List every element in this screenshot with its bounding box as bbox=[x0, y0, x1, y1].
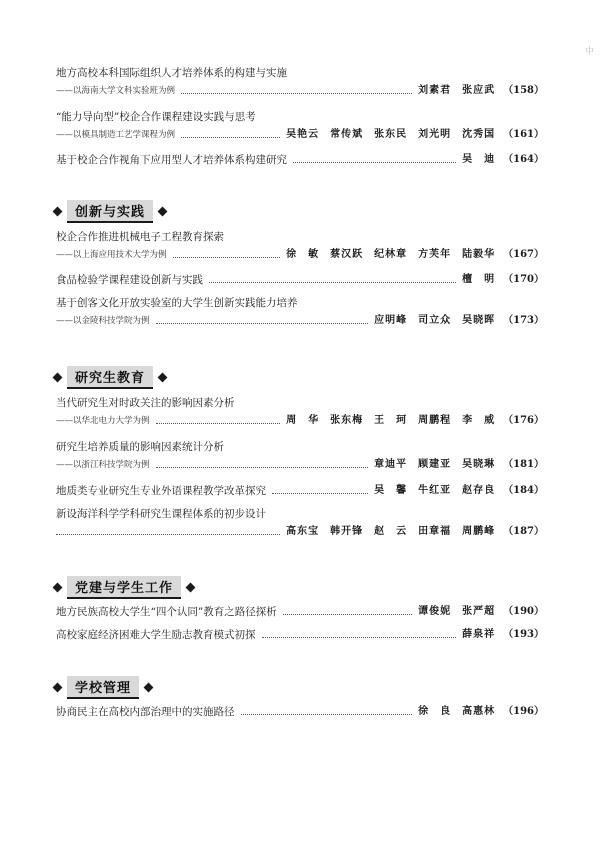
toc-entry[interactable] bbox=[56, 484, 544, 498]
entry-subtitle: ——以金陵科技学院为例 bbox=[56, 316, 150, 326]
toc-entry[interactable] bbox=[56, 153, 544, 167]
diamond-icon bbox=[144, 682, 154, 692]
entry-authors: 薛泉祥 bbox=[462, 629, 496, 640]
dot-leader bbox=[181, 137, 280, 138]
entry-authors: 檀 明 bbox=[462, 274, 496, 285]
section-title: 创新与实践 bbox=[67, 200, 153, 223]
entry-title: 地方高校本科国际组织人才培养体系的构建与实施 bbox=[56, 67, 287, 79]
entry-page: （158） bbox=[503, 85, 544, 96]
entry-authors: 应明峰 司立众 吴晓晖 bbox=[374, 315, 496, 326]
entry-subtitle: ——以华北电力大学为例 bbox=[56, 416, 150, 426]
diamond-icon bbox=[186, 582, 196, 592]
diamond-icon bbox=[158, 206, 168, 216]
entry-title: 协商民主在高校内部治理中的实施路径 bbox=[56, 706, 235, 718]
dot-leader bbox=[173, 257, 281, 258]
entry-authors: 谭俊妮 张严超 bbox=[418, 606, 496, 617]
entry-page: （190） bbox=[503, 606, 544, 617]
dot-leader bbox=[262, 637, 457, 638]
dot-leader bbox=[181, 93, 412, 94]
section-heading bbox=[54, 576, 194, 598]
diamond-icon bbox=[158, 372, 168, 382]
entry-page: （161） bbox=[503, 129, 544, 140]
entry-subtitle: ——以海南大学文科实验班为例 bbox=[56, 86, 176, 96]
entry-page: （164） bbox=[503, 154, 544, 165]
entry-page: （181） bbox=[503, 459, 544, 470]
entry-page: （193） bbox=[503, 629, 544, 640]
toc-entry[interactable] bbox=[56, 605, 544, 619]
section-title: 研究生教育 bbox=[67, 366, 153, 389]
entry-title: 地质类专业研究生专业外语课程教学改革探究 bbox=[56, 485, 266, 497]
entry-page: （167） bbox=[503, 249, 544, 260]
dot-leader bbox=[293, 162, 456, 163]
toc-entry[interactable] bbox=[56, 110, 544, 142]
toc-entry[interactable] bbox=[56, 230, 544, 262]
entry-subtitle: ——以浙江科技学院为例 bbox=[56, 460, 150, 470]
diamond-icon bbox=[53, 206, 63, 216]
dot-leader bbox=[283, 614, 412, 615]
entry-page: （184） bbox=[503, 485, 544, 496]
toc-entry[interactable] bbox=[56, 507, 544, 539]
toc-entry[interactable] bbox=[56, 66, 544, 98]
diamond-icon bbox=[53, 682, 63, 692]
section-heading bbox=[54, 200, 166, 222]
entry-authors: 吴 迪 bbox=[462, 154, 496, 165]
entry-page: （176） bbox=[503, 415, 544, 426]
toc-entry[interactable] bbox=[56, 628, 544, 642]
entry-title: “能力导向型”校企合作课程建设实践与思考 bbox=[56, 111, 256, 123]
diamond-icon bbox=[53, 372, 63, 382]
toc-entry[interactable] bbox=[56, 705, 544, 719]
entry-title: 食品检验学课程建设创新与实践 bbox=[56, 274, 203, 286]
entry-authors: 吴艳云 常传斌 张东民 刘光明 沈秀国 bbox=[286, 129, 496, 140]
dot-leader bbox=[156, 323, 369, 324]
entry-title: 高校家庭经济困难大学生励志教育模式初探 bbox=[56, 629, 256, 641]
entry-page: （196） bbox=[503, 706, 544, 717]
entry-subtitle: ——以模具制造工艺学课程为例 bbox=[56, 130, 176, 140]
entry-title: 校企合作推进机械电子工程教育探索 bbox=[56, 231, 224, 243]
toc-entry[interactable] bbox=[56, 273, 544, 287]
entry-title: 基于校企合作视角下应用型人才培养体系构建研究 bbox=[56, 154, 287, 166]
section-heading bbox=[54, 676, 152, 698]
entry-page: （170） bbox=[503, 274, 544, 285]
section-title: 党建与学生工作 bbox=[67, 576, 181, 599]
entry-title: 当代研究生对时政关注的影响因素分析 bbox=[56, 397, 235, 409]
entry-authors: 徐 敏 蔡汉跃 纪林章 方芙年 陆毅华 bbox=[286, 249, 496, 260]
watermark: 中 bbox=[584, 47, 594, 57]
entry-authors: 吴 馨 牛红亚 赵存良 bbox=[374, 485, 496, 496]
entry-title: 新设海洋科学学科研究生课程体系的初步设计 bbox=[56, 508, 266, 520]
section-title: 学校管理 bbox=[67, 676, 139, 699]
entry-title: 研究生培养质量的影响因素统计分析 bbox=[56, 441, 224, 453]
entry-title: 地方民族高校大学生“四个认同”教育之路径探析 bbox=[56, 606, 277, 618]
dot-leader bbox=[156, 423, 281, 424]
entry-authors: 刘素君 张应武 bbox=[418, 85, 496, 96]
entry-title: 基于创客文化开放实验室的大学生创新实践能力培养 bbox=[56, 297, 298, 309]
toc-entry[interactable] bbox=[56, 440, 544, 472]
dot-leader bbox=[156, 467, 369, 468]
diamond-icon bbox=[53, 582, 63, 592]
entry-authors: 徐 良 高惠林 bbox=[418, 706, 496, 717]
toc-entry[interactable] bbox=[56, 396, 544, 428]
entry-subtitle: ——以上海应用技术大学为例 bbox=[56, 250, 167, 260]
dot-leader bbox=[241, 714, 413, 715]
entry-authors: 高东宝 韩开锋 赵 云 田章福 周鹏峰 bbox=[286, 526, 496, 537]
dot-leader bbox=[209, 282, 456, 283]
section-heading bbox=[54, 366, 166, 388]
entry-page: （173） bbox=[503, 315, 544, 326]
entry-page: （187） bbox=[503, 526, 544, 537]
entry-authors: 章迪平 顾建亚 吴晓琳 bbox=[374, 459, 496, 470]
entry-authors: 周 华 张东梅 王 珂 周鹏程 李 威 bbox=[286, 415, 496, 426]
dot-leader bbox=[56, 534, 280, 535]
dot-leader bbox=[272, 493, 368, 494]
toc-entry[interactable] bbox=[56, 296, 544, 328]
